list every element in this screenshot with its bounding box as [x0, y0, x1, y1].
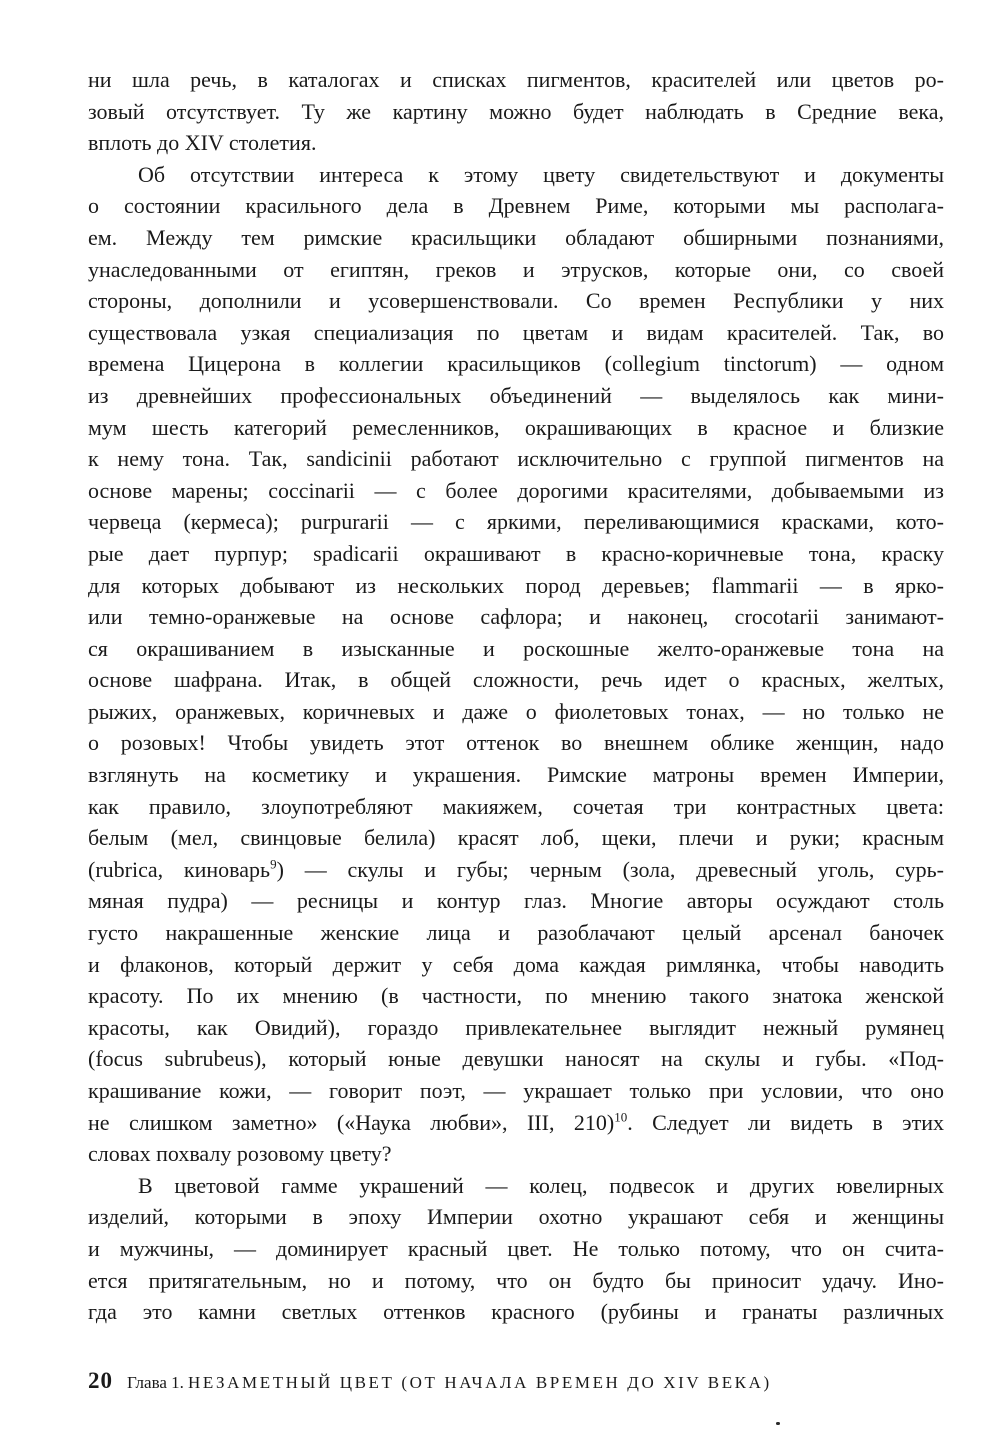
text-line: червеца (кермеса); purpurarii — с яркими, переливающимися красками, кото-	[88, 509, 944, 535]
text-line: В цветовой гамме украшений — колец, подвесок и других ювелирных	[138, 1172, 944, 1198]
text-line: крашивание кожи, — говорит поэт, — украшает только при условии, что оно	[88, 1078, 944, 1103]
ink-speck	[776, 1422, 780, 1425]
text-fragment: ) — скулы и губы; черным (зола, древесный уголь, сурь-	[276, 856, 944, 882]
text-line: ни шла речь, в каталогах и списках пигментов, красителей или цветов ро-	[88, 67, 944, 92]
text-line: о розовых! Чтобы увидеть этот оттенок во внешнем облике женщин, надо	[88, 730, 944, 756]
text-line: мяная пудра) — ресницы и контур глаз. Многие авторы осуждают столь	[88, 888, 944, 914]
text-line: и мужчины, — доминирует красный цвет. Не только потому, что он счита-	[88, 1235, 944, 1261]
text-line: ется притягательным, но и потому, что он будто бы приносит удачу. Ино-	[88, 1267, 944, 1293]
text-line: основе марены; coccinarii — с более дорогими красителями, добываемыми из	[88, 477, 944, 503]
text-fragment: не слишком заметно» («Наука любви», III, 210)	[88, 1109, 615, 1135]
text-line: Об отсутствии интереса к этому цвету свидетельствуют и документы	[138, 161, 944, 187]
text-block	[88, 64, 944, 1328]
text-line: унаследованными от египтян, греков и этрусков, которые они, со своей	[88, 256, 944, 282]
chapter-title: НЕЗАМЕТНЫЙ ЦВЕТ (ОТ НАЧАЛА ВРЕМЕН ДО XIV ВЕКА)	[187, 1373, 772, 1392]
text-fragment: (rubrica, киноварь	[88, 856, 271, 882]
text-line: мум шесть категорий ремесленников, окрашивающих в красное и близкие	[88, 414, 944, 440]
running-footer	[88, 1367, 772, 1395]
footnote-ref-10: 10	[614, 1109, 628, 1125]
text-line: белым (мел, свинцовые белила) красят лоб, щеки, плечи и руки; красным	[88, 825, 944, 851]
text-line: ем. Между тем римские красильщики обладают обширными познаниями,	[88, 224, 944, 250]
page-number: 20	[88, 1368, 113, 1393]
text-line: красоты, как Овидий), гораздо привлекательнее выглядит нежный румянец	[88, 1014, 944, 1040]
text-line: и флаконов, который держит у себя дома каждая римлянка, чтобы наводить	[88, 951, 944, 977]
text-line: как правило, злоупотребляют макияжем, сочетая три контрастных цвета:	[88, 793, 944, 819]
text-line: стороны, дополнили и усовершенствовали. Со времен Республики у них	[88, 288, 944, 314]
footnote-ref-9: 9	[270, 856, 277, 872]
text-line: густо накрашенные женские лица и разоблачают целый арсенал баночек	[88, 920, 944, 946]
text-line	[88, 1107, 944, 1139]
text-line: изделий, которыми в эпоху Империи охотно украшают себя и женщины	[88, 1204, 944, 1230]
text-line: существовала узкая специализация по цветам и видам красителей. Так, во	[88, 319, 944, 345]
text-line: или темно-оранжевые на основе сафлора; и наконец, crocotarii занимают-	[88, 604, 944, 630]
text-line: красоту. По их мнению (в частности, по мнению такого знатока женской	[88, 983, 944, 1009]
text-line: рыжих, оранжевых, коричневых и даже о фиолетовых тонах, — но только не	[88, 698, 944, 724]
text-line: зовый отсутствует. Ту же картину можно будет наблюдать в Средние века,	[88, 98, 944, 124]
text-line: взглянуть на косметику и украшения. Римские матроны времен Империи,	[88, 762, 944, 788]
text-line: вплоть до XIV столетия.	[88, 130, 317, 156]
text-line: рые дает пурпур; spadicarii окрашивают в красно-коричневые тона, краску	[88, 540, 944, 566]
text-line: словах похвалу розовому цвету?	[88, 1141, 392, 1167]
text-line: (focus subrubeus), который юные девушки наносят на скулы и губы. «Под-	[88, 1046, 944, 1072]
text-line: к нему тона. Так, sandicinii работают исключительно с группой пигментов на	[88, 446, 944, 472]
text-line: из древнейших профессиональных объединений — выделялось как мини-	[88, 382, 944, 408]
text-line	[88, 854, 944, 886]
text-line: для которых добывают из нескольких пород деревьев; flammarii — в ярко-	[88, 572, 944, 598]
text-line: ся окрашиванием в изысканные и роскошные желто-оранжевые тона на	[88, 635, 944, 661]
text-line: основе шафрана. Итак, в общей сложности, речь идет о красных, желтых,	[88, 667, 944, 693]
text-line: о состоянии красильного дела в Древнем Риме, которыми мы располага-	[88, 193, 944, 219]
text-line: гда это камни светлых оттенков красного (рубины и гранаты различных	[88, 1299, 944, 1325]
text-fragment: . Следует ли видеть в этих	[627, 1109, 944, 1135]
chapter-prefix: Глава 1.	[127, 1373, 184, 1392]
text-line: времена Цицерона в коллегии красильщиков (collegium tinctorum) — одном	[88, 351, 944, 377]
